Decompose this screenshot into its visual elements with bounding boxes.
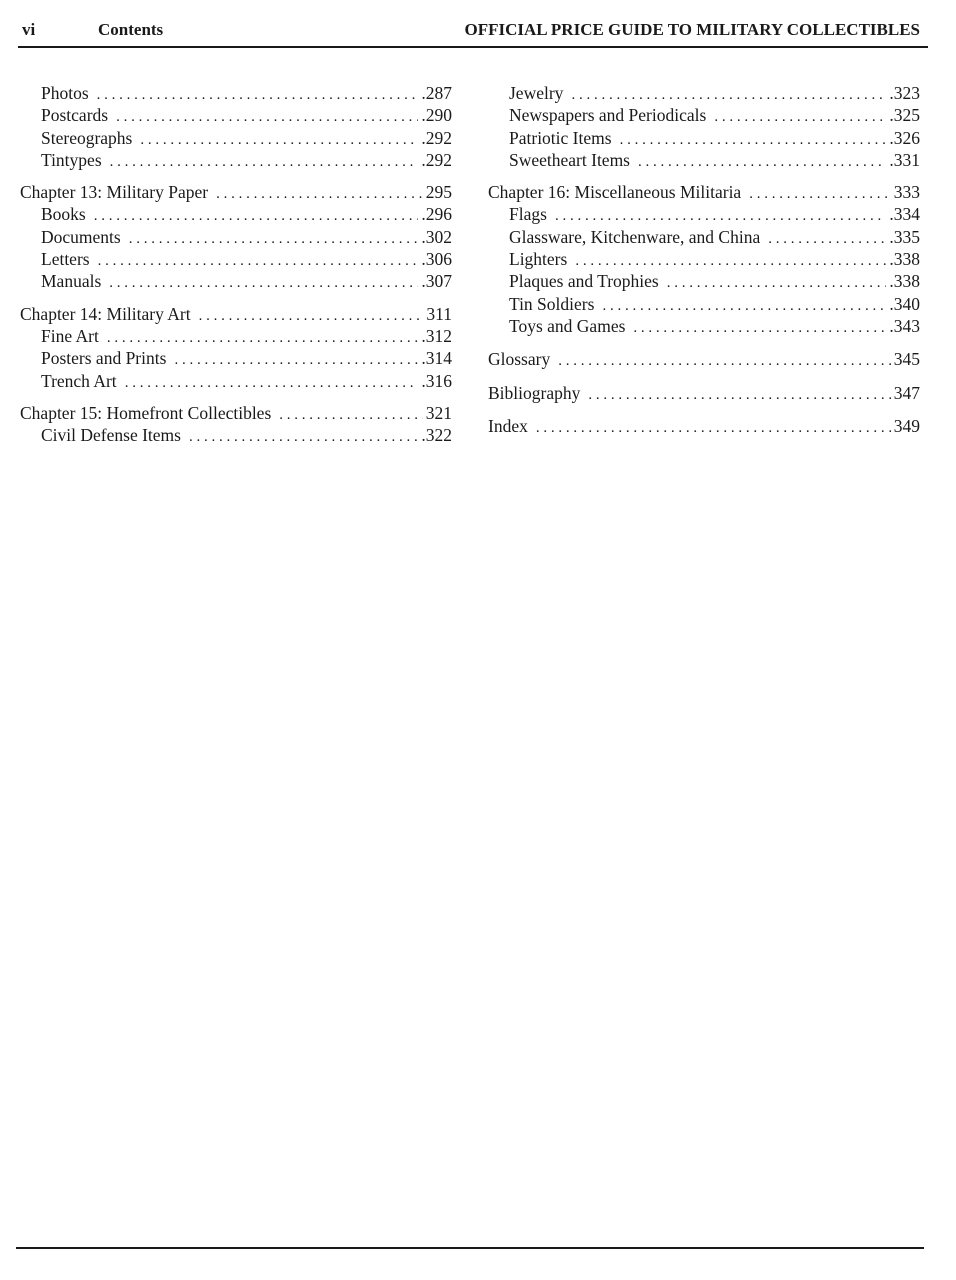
dot-leader: [98, 250, 419, 272]
toc-entry[interactable]: [488, 203, 920, 225]
toc-entry-page: .343: [889, 315, 920, 336]
toc-entry[interactable]: [488, 315, 920, 337]
toc-entry-page: .316: [421, 370, 452, 391]
toc-entry-page: .290: [421, 105, 452, 126]
dot-leader: [199, 305, 424, 327]
dot-leader: [129, 228, 419, 250]
dot-leader: [107, 327, 419, 349]
toc-entry-page: .296: [421, 204, 452, 225]
toc-entry-label: Bibliography: [488, 382, 581, 403]
dot-leader: [768, 228, 886, 250]
toc-entry-page: 345: [893, 349, 920, 370]
dot-leader: [125, 372, 419, 394]
toc-entry-page: .338: [889, 271, 920, 292]
toc-entry-page: .292: [421, 149, 452, 170]
toc-entry[interactable]: [488, 248, 920, 270]
toc-entry-label: Glassware, Kitchenware, and China: [509, 226, 761, 247]
toc-entry-label: Documents: [41, 226, 121, 247]
dot-leader: [216, 183, 423, 205]
toc-entry[interactable]: [488, 293, 920, 315]
toc-entry-label: Lighters: [509, 249, 568, 270]
toc-chapter-entry[interactable]: [20, 181, 452, 203]
toc-chapter-entry[interactable]: [488, 181, 920, 203]
toc-section-entry[interactable]: [488, 415, 920, 437]
dot-leader: [279, 404, 422, 426]
toc-entry-label: Trench Art: [41, 370, 117, 391]
dot-leader: [189, 426, 418, 448]
toc-entry-page: .302: [421, 226, 452, 247]
toc-entry[interactable]: [20, 424, 452, 446]
toc-entry[interactable]: [488, 127, 920, 149]
toc-entry-page: .335: [889, 226, 920, 247]
toc-entry[interactable]: [20, 370, 452, 392]
toc-entry-label: Photos: [41, 83, 89, 103]
dot-leader: [94, 205, 419, 227]
toc-chapter-entry[interactable]: [20, 402, 452, 424]
toc-entry-page: .312: [421, 325, 452, 346]
toc-entry-page: .307: [421, 271, 452, 292]
toc-entry[interactable]: [20, 248, 452, 270]
toc-entry-label: Tintypes: [41, 149, 102, 170]
dot-leader: [140, 129, 418, 151]
toc-entry[interactable]: [20, 347, 452, 369]
dot-leader: [116, 106, 418, 128]
toc-entry-page: .292: [421, 127, 452, 148]
toc-entry[interactable]: [20, 203, 452, 225]
toc-entry-label: Books: [41, 204, 86, 225]
toc-entry[interactable]: [20, 325, 452, 347]
toc-entry[interactable]: [488, 104, 920, 126]
toc-entry[interactable]: [488, 149, 920, 171]
dot-leader: [588, 384, 890, 406]
toc-entry-label: Postcards: [41, 105, 109, 126]
footer-rule: [16, 1247, 924, 1249]
toc-entry-page: .331: [889, 149, 920, 170]
toc-entry-label: Posters and Prints: [41, 348, 167, 369]
toc-entry-page: 333: [893, 182, 920, 203]
header-rule: [18, 46, 928, 48]
page-number: vi: [22, 20, 36, 39]
toc-entry[interactable]: [488, 270, 920, 292]
dot-leader: [110, 151, 419, 173]
toc-entry-label: Tin Soldiers: [509, 293, 595, 314]
dot-leader: [555, 205, 886, 227]
dot-leader: [174, 349, 418, 371]
toc-entry-label: Plaques and Trophies: [509, 271, 659, 292]
dot-leader: [536, 417, 891, 439]
toc-entry[interactable]: [20, 226, 452, 248]
dot-leader: [633, 317, 886, 339]
toc-entry-label: Flags: [509, 204, 547, 225]
toc-entry-label: Stereographs: [41, 127, 133, 148]
toc-entry-page: 347: [893, 382, 920, 403]
dot-leader: [667, 272, 887, 294]
toc-entry-label: Patriotic Items: [509, 127, 612, 148]
toc-entry-page: .314: [421, 348, 452, 369]
dot-leader: [97, 84, 419, 106]
dot-leader: [749, 183, 891, 205]
toc-entry-page: 321: [425, 402, 452, 423]
book-title: OFFICIAL PRICE GUIDE TO MILITARY COLLECTIBLES: [464, 20, 920, 39]
toc-entry-label: Civil Defense Items: [41, 425, 181, 446]
toc-section-entry[interactable]: [488, 382, 920, 404]
toc-entry-label: Glossary: [488, 349, 551, 370]
toc-entry[interactable]: [488, 82, 920, 104]
toc-entry-label: Toys and Games: [509, 315, 626, 336]
toc-entry-label: Newspapers and Periodicals: [509, 105, 707, 126]
toc-right-column: [488, 82, 920, 437]
toc-left-column: [20, 82, 452, 446]
toc-entry-page: .325: [889, 105, 920, 126]
toc-entry-label: Index: [488, 415, 528, 436]
toc-entry-page: .334: [889, 204, 920, 225]
toc-entry-label: Chapter 16: Miscellaneous Militaria: [488, 182, 742, 203]
toc-entry[interactable]: [20, 82, 452, 104]
toc-section-entry[interactable]: [488, 348, 920, 370]
toc-entry-page: 311: [426, 303, 452, 324]
dot-leader: [602, 295, 886, 317]
toc-entry[interactable]: [20, 149, 452, 171]
toc-entry-page: .340: [889, 293, 920, 314]
toc-entry-label: Sweetheart Items: [509, 149, 630, 170]
toc-entry[interactable]: [488, 226, 920, 248]
toc-entry-page: .326: [889, 127, 920, 148]
toc-entry-label: Manuals: [41, 271, 102, 292]
toc-entry-page: .323: [889, 83, 920, 103]
toc-entry-label: Chapter 14: Military Art: [20, 303, 191, 324]
dot-leader: [638, 151, 886, 173]
toc-entry[interactable]: [20, 270, 452, 292]
toc-entry-page: .322: [421, 425, 452, 446]
dot-leader: [714, 106, 886, 128]
dot-leader: [571, 84, 886, 106]
dot-leader: [109, 272, 418, 294]
dot-leader: [620, 129, 887, 151]
dot-leader: [558, 350, 891, 372]
toc-entry-page: 295: [425, 182, 452, 203]
dot-leader: [575, 250, 886, 272]
toc-entry-page: .287: [421, 83, 452, 103]
toc-chapter-entry[interactable]: [20, 303, 452, 325]
toc-entry[interactable]: [20, 104, 452, 126]
section-title: Contents: [98, 20, 164, 39]
page-header: [20, 18, 928, 44]
toc-entry-label: Jewelry: [509, 83, 564, 103]
toc-entry-page: .338: [889, 249, 920, 270]
toc-entry-label: Chapter 13: Military Paper: [20, 182, 209, 203]
toc-entry-label: Letters: [41, 249, 90, 270]
toc-entry-page: .306: [421, 249, 452, 270]
toc-entry[interactable]: [20, 127, 452, 149]
toc-entry-page: 349: [893, 415, 920, 436]
toc-entry-label: Fine Art: [41, 325, 99, 346]
toc-entry-label: Chapter 15: Homefront Collectibles: [20, 402, 272, 423]
